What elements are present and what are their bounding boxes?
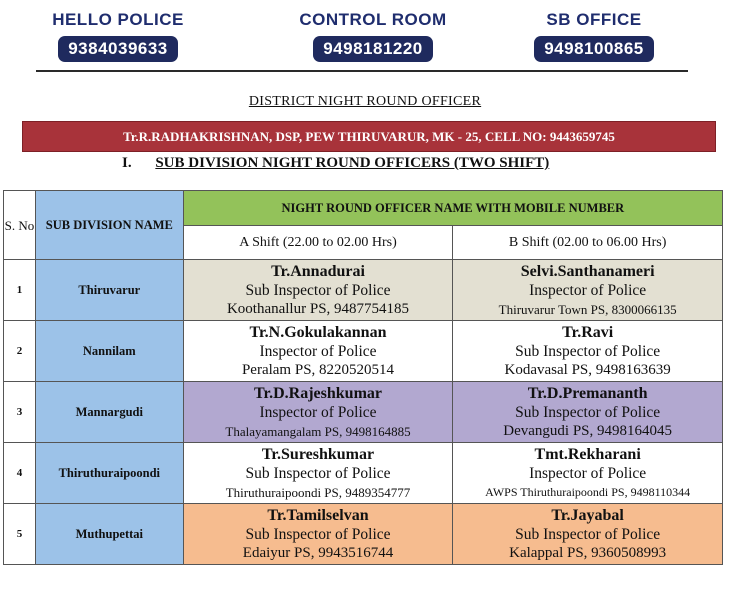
shift-a-officer [183,504,453,565]
officer-station: Koothanallur PS, 9487754185 [226,300,410,317]
shift-b-officer [453,260,723,321]
officer-name: Tr.Sureshkumar [261,445,375,463]
officer-name: Tr.D.Premananth [527,384,648,402]
header-sub-division: SUB DIVISION NAME [35,191,183,260]
officer-station: Thiruvarur Town PS, 8300066135 [498,301,677,317]
section-heading: SUB DIVISION NIGHT ROUND OFFICERS (TWO SHIFT) [155,155,550,171]
contact-number[interactable]: 9498100865 [534,36,654,62]
officer-name: Tr.D.Rajeshkumar [253,384,382,402]
officer-rank: Sub Inspector of Police [515,403,661,421]
row-sno: 1 [4,260,36,321]
officer-name: Tmt.Rekharani [534,445,641,463]
officer-rank: Sub Inspector of Police [245,281,391,299]
table-row [4,504,723,565]
officer-rank: Sub Inspector of Police [515,525,661,543]
officer-rank: Inspector of Police [529,281,647,299]
contact-hello-police [38,10,198,62]
divider [36,70,688,72]
officer-rank: Inspector of Police [529,464,647,482]
officer-station: AWPS Thiruthuraipoondi PS, 9498110344 [485,484,691,499]
row-sno: 3 [4,382,36,443]
row-sub-division: Muthupettai [35,504,183,565]
emergency-contacts [0,0,730,74]
shift-a-officer [183,382,453,443]
officer-name: Tr.Jayabal [551,506,624,524]
shift-a-officer [183,321,453,382]
contact-control-room [278,10,468,62]
dsp-banner: Tr.R.RADHAKRISHNAN, DSP, PEW THIRUVARUR, MK - 25, CELL NO: 9443659745 [22,121,716,152]
officer-station: Edaiyur PS, 9943516744 [242,544,394,561]
row-sno: 5 [4,504,36,565]
officer-station: Devangudi PS, 9498164045 [503,422,673,439]
row-sno: 4 [4,443,36,504]
contact-number[interactable]: 9498181220 [313,36,433,62]
shift-b-officer [453,382,723,443]
officer-station: Kodavasal PS, 9498163639 [504,361,671,378]
officer-name: Selvi.Santhanameri [520,262,655,280]
contact-number[interactable]: 9384039633 [58,36,178,62]
header-shift-a: A Shift (22.00 to 02.00 Hrs) [183,226,453,260]
contact-label: SB OFFICE [546,10,642,29]
shift-a-officer [183,443,453,504]
row-sno: 2 [4,321,36,382]
officer-name: Tr.Ravi [562,323,614,341]
table-row [4,382,723,443]
officer-station: Thalayamangalam PS, 9498164885 [225,423,411,439]
table-row [4,321,723,382]
row-sub-division: Thiruthuraipoondi [35,443,183,504]
night-round-table [3,190,723,565]
row-sub-division: Thiruvarur [35,260,183,321]
officer-rank: Inspector of Police [259,342,377,360]
district-title: DISTRICT NIGHT ROUND OFFICER [248,94,482,109]
officer-station: Thiruthuraipoondi PS, 9489354777 [225,484,411,500]
officer-rank: Inspector of Police [259,403,377,421]
officer-name: Tr.Annadurai [271,262,365,280]
table-row [4,260,723,321]
officer-station: Kalappal PS, 9360508993 [509,544,667,561]
section-title [122,155,549,172]
row-sub-division: Nannilam [35,321,183,382]
officer-rank: Sub Inspector of Police [515,342,661,360]
shift-b-officer [453,504,723,565]
section-number: I. [122,155,132,171]
officer-rank: Sub Inspector of Police [245,525,391,543]
header-night-round: NIGHT ROUND OFFICER NAME WITH MOBILE NUMBER [183,191,722,226]
contact-sb-office [514,10,674,62]
row-sub-division: Mannargudi [35,382,183,443]
header-sno: S. No [4,191,36,260]
table-row [4,443,723,504]
contact-label: CONTROL ROOM [299,10,447,29]
officer-station: Peralam PS, 8220520514 [241,361,395,378]
officer-name: Tr.N.Gokulakannan [249,323,387,341]
shift-b-officer [453,321,723,382]
shift-b-officer [453,443,723,504]
contact-label: HELLO POLICE [52,10,184,29]
officer-name: Tr.Tamilselvan [267,506,369,524]
officer-rank: Sub Inspector of Police [245,464,391,482]
shift-a-officer [183,260,453,321]
header-shift-b: B Shift (02.00 to 06.00 Hrs) [453,226,723,260]
